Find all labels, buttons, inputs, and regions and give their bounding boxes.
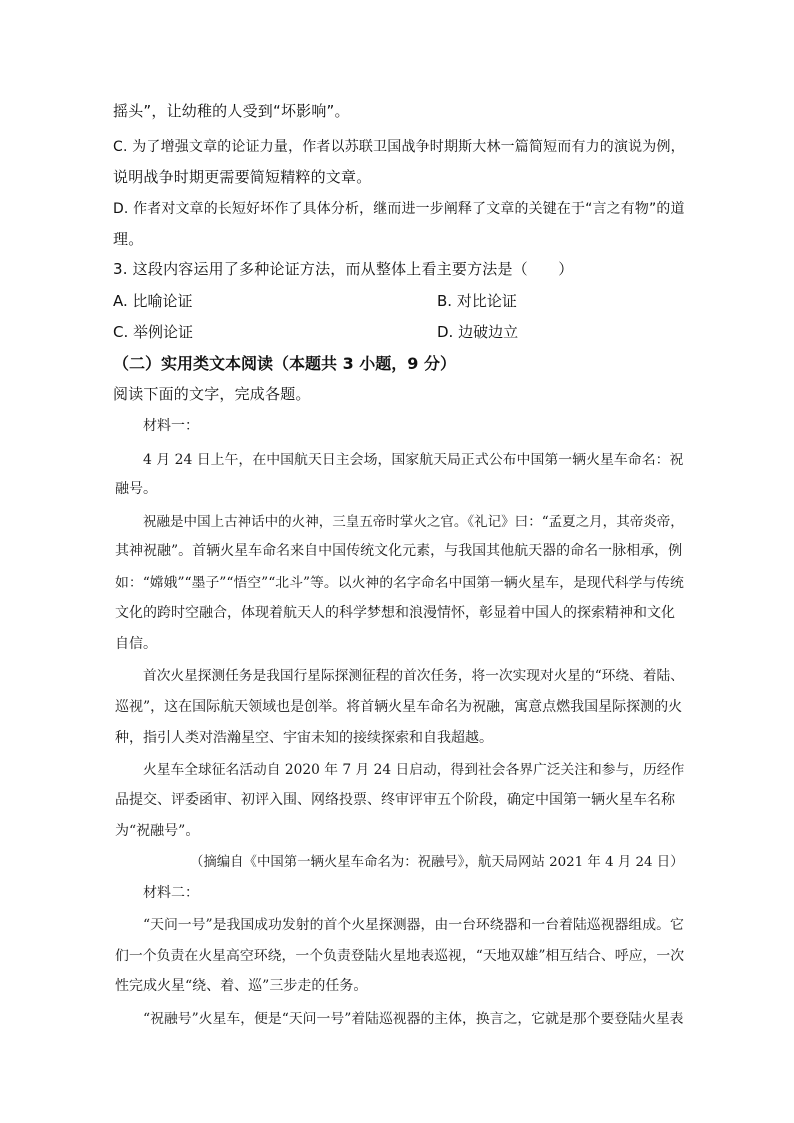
q3-option-a: A. 比喻论证 — [113, 292, 193, 310]
material-2-label: 材料二： — [143, 885, 199, 901]
material-1-p4-line-3: 为“祝融号”。 — [115, 823, 200, 839]
material-1-p1-line-2: 融号。 — [115, 481, 157, 497]
option-d-line-2: 理。 — [113, 230, 144, 248]
material-1-p4-line-1: 火星车全球征名活动自 2020 年 7 月 24 日启动，得到社会各界广泛关注和参与，历经作 — [143, 762, 685, 778]
q3-option-b: B. 对比论证 — [437, 292, 517, 310]
option-c-line-2: 说明战争时期更需要简短精粹的文章。 — [113, 168, 372, 186]
material-1-p3-line-2: 巡视”，这在国际航天领域也是创举。将首辆火星车命名为祝融，寓意点燃我国星际探测的火 — [115, 699, 683, 715]
option-c-line-1: C. 为了增强文章的论证力量，作者以苏联卫国战争时期斯大林一篇简短而有力的演说为例， — [113, 139, 685, 155]
material-2-p1-line-3: 性完成火星“绕、着、巡”三步走的任务。 — [115, 978, 368, 994]
material-1-p2-line-5: 自信。 — [115, 636, 157, 652]
material-1-source: （摘编自《中国第一辆火星车命名为：祝融号》，航天局网站 2021 年 4 月 24 日） — [190, 855, 684, 870]
material-1-p3-line-3: 种，指引人类对浩瀚星空、宇宙未知的接续探索和自我超越。 — [115, 730, 493, 746]
material-1-p2-line-1: 祝融是中国上古神话中的火神，三皇五帝时掌火之官。《礼记》曰：“孟夏之月，其帝炎帝， — [143, 514, 684, 530]
material-2-p1-line-1: “天问一号”是我国成功发射的首个火星探测器，由一台环绕器和一台着陆巡视器组成。它 — [143, 917, 684, 933]
section-instruction: 阅读下面的文字，完成各题。 — [113, 385, 311, 403]
section-heading: （二）实用类文本阅读（本题共 3 小题，9 分） — [113, 354, 456, 373]
material-1-p1-line-1: 4 月 24 日上午，在中国航天日主会场，国家航天局正式公布中国第一辆火星车命名：祝 — [143, 452, 684, 468]
material-1-p2-line-2: 其神祝融”。首辆火星车命名来自中国传统文化元素，与我国其他航天器的命名一脉相承，例 — [115, 543, 683, 559]
q3-option-d: D. 边破边立 — [437, 323, 519, 341]
q3-option-c: C. 举例论证 — [113, 323, 194, 341]
option-b-continuation: 摇头”，让幼稚的人受到“坏影响”。 — [113, 102, 350, 120]
material-1-p2-line-4: 文化的跨时空融合，体现着航天人的科学梦想和浪漫情怀，彰显着中国人的探索精神和文化 — [115, 605, 675, 621]
material-1-p2-line-3: 如：“嫦娥”“墨子”“悟空”“北斗”等。以火神的名字命名中国第一辆火星车，是现代科学与传统 — [115, 575, 684, 591]
question-3: 3. 这段内容运用了多种论证方法，而从整体上看主要方法是（ ） — [113, 260, 574, 278]
material-2-p1-line-2: 们一个负责在火星高空环绕，一个负责登陆火星地表巡视，“天地双雄”相互结合、呼应，一次 — [115, 948, 685, 964]
material-1-label: 材料一： — [143, 418, 199, 434]
material-2-p2-line-1: “祝融号”火星车，便是“天问一号”着陆巡视器的主体，换言之，它就是那个要登陆火星表 — [143, 1011, 684, 1027]
material-1-p3-line-1: 首次火星探测任务是我国行星际探测征程的首次任务，将一次实现对火星的“环绕、着陆、 — [143, 668, 684, 684]
material-1-p4-line-2: 品提交、评委函审、初评入围、网络投票、终审评审五个阶段，确定中国第一辆火星车名称 — [115, 792, 675, 808]
option-d-line-1: D. 作者对文章的长短好坏作了具体分析，继而进一步阐释了文章的关键在于“言之有物”的道 — [113, 201, 685, 217]
